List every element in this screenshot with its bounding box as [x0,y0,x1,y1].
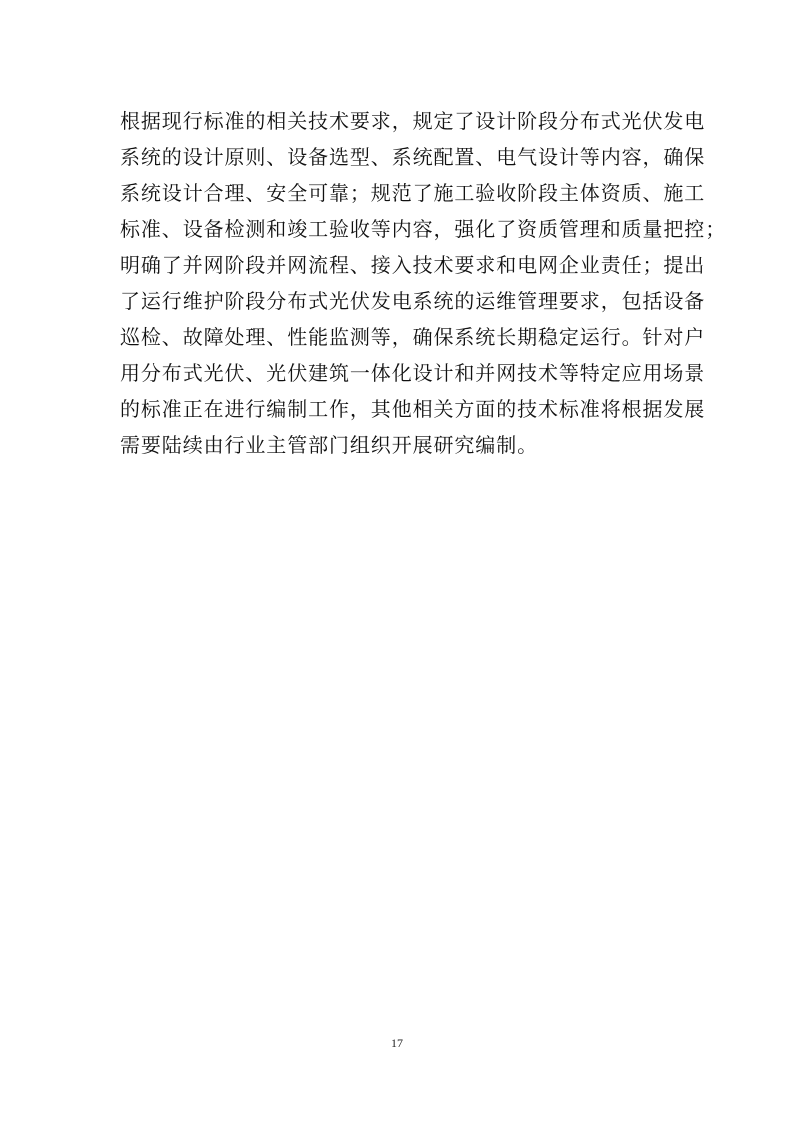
paragraph-line: 系统设计合理、安全可靠；规范了施工验收阶段主体资质、施工 [120,181,706,205]
page-number: 17 [391,1036,403,1050]
paragraph-line: 了运行维护阶段分布式光伏发电系统的运维管理要求，包括设备 [120,289,706,313]
paragraph-line: 用分布式光伏、光伏建筑一体化设计和并网技术等特定应用场景 [120,361,706,385]
paragraph-line: 的标准正在进行编制工作，其他相关方面的技术标准将根据发展 [120,397,706,421]
paragraph-line: 根据现行标准的相关技术要求，规定了设计阶段分布式光伏发电 [120,109,706,133]
paragraph-line: 需要陆续由行业主管部门组织开展研究编制。 [120,433,538,457]
paragraph-line: 巡检、故障处理、性能监测等，确保系统长期稳定运行。针对户 [120,325,706,349]
paragraph-line: 明确了并网阶段并网流程、接入技术要求和电网企业责任；提出 [120,253,706,277]
body-paragraph [120,103,727,463]
paragraph-line: 标准、设备检测和竣工验收等内容，强化了资质管理和质量把控； [120,217,727,241]
paragraph-line: 系统的设计原则、设备选型、系统配置、电气设计等内容，确保 [120,145,706,169]
